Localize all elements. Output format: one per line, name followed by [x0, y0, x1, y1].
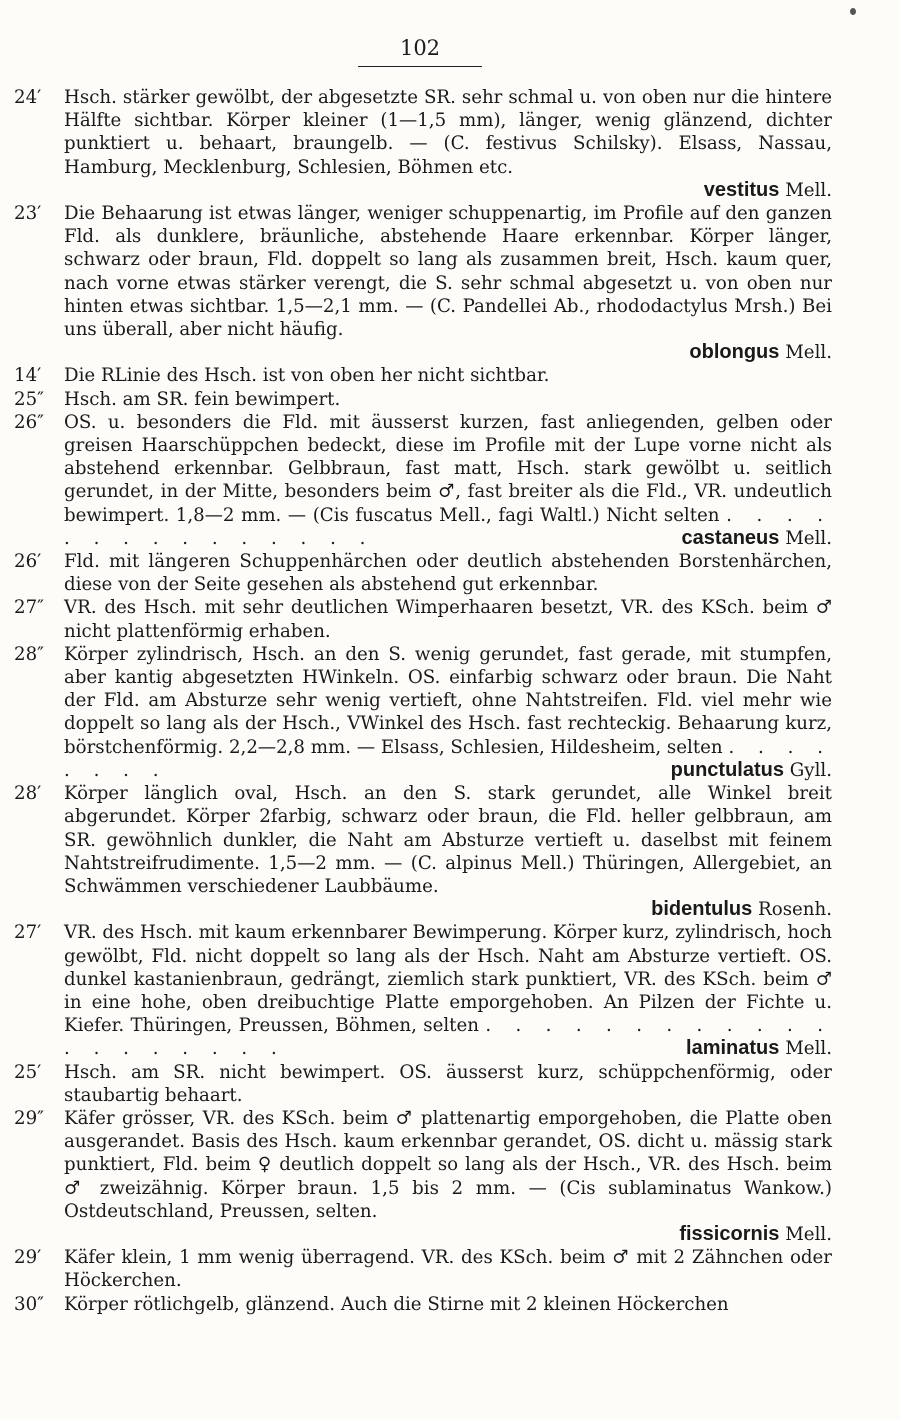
species-line — [64, 341, 832, 364]
entry-text: Hsch. am SR. nicht bewimpert. OS. äusserst kurz, schüppchenförmig, oder staubartig behaart. — [64, 1061, 832, 1106]
couplet-number: 23′ — [14, 203, 42, 225]
leader-dots: . . . . . . . . . . . . . . . — [64, 504, 832, 549]
couplet-number: 30″ — [14, 1293, 44, 1315]
leader-dots: . . . . . . . . . . . . . . . . . . . . — [64, 1015, 832, 1060]
key-entry — [14, 1061, 832, 1107]
entry-text: Die Behaarung ist etwas länger, weniger schuppenartig, im Profile auf den ganzen Fld. als dunklere, bräunliche, abstehende Haare erkennbar. Körper länger, schwarz oder braun, Fld. doppelt so lang als zusammen breit, Hsch. kaum quer, nach vorne etwas stärker verengt, die S. sehr schmal abgesetzt u. von oben nur hinten etwas sichtbar. 1,5—2,1 mm. — (C. Pandellei Ab., rhododactylus Mrsh.) Bei uns überall, aber nicht häufig. — [64, 203, 832, 341]
entry-text: Körper länglich oval, Hsch. an den S. stark gerundet, alle Winkel breit abgerundet. Körper 2farbig, schwarz oder braun, die Fld. heller gelbbraun, am SR. gewöhnlich dunkler, die Naht am Absturze vertieft u. daselbst mit feinem Nahtstreifrudimente. 1,5—2 mm. — (C. alpinus Mell.) Thüringen, Allergebiet, an Schwämmen verschiedener Laubbäume. — [64, 783, 832, 897]
species-name: fissicornis — [679, 1222, 780, 1245]
species-author: Mell. — [785, 1223, 832, 1245]
couplet-number: 25′ — [14, 1061, 42, 1083]
key-entry — [14, 921, 832, 1060]
entry-text: Hsch. am SR. fein bewimpert. — [64, 388, 341, 410]
page-number: 102 — [399, 36, 441, 60]
key-entry — [14, 86, 832, 202]
couplet-number: 24′ — [14, 87, 42, 108]
entry-text: VR. des Hsch. mit sehr deutlichen Wimperhaaren besetzt, VR. des KSch. beim ♂ nicht plattenförmig erhaben. — [64, 597, 832, 642]
page-number-rule — [358, 66, 482, 67]
species-author: Mell. — [785, 342, 832, 364]
couplet-number: 27″ — [14, 597, 44, 619]
species-author: Mell. — [785, 1038, 832, 1060]
key-entry — [14, 388, 832, 411]
species-author: Mell. — [785, 527, 832, 549]
leader-dots: . . . . . . . . — [64, 736, 832, 781]
entry-text: Körper rötlichgelb, glänzend. Auch die Stirne mit 2 kleinen Höckerchen — [64, 1293, 729, 1315]
couplet-number: 28′ — [14, 783, 42, 805]
couplet-number: 26″ — [14, 411, 44, 433]
entry-text: Körper zylindrisch, Hsch. an den S. wenig gerundet, fast gerade, mit stumpfen, aber kantig abgesetzten HWinkeln. OS. einfarbig schwarz oder braun. Die Naht der Fld. am Absturze sehr wenig vertieft, ohne Nahtstreifen. Fld. viel mehr wie doppelt so lang als der Hsch., VWinkel des Hsch. fast rechteckig. Behaarung kurz, börstchenförmig. 2,2—2,8 mm. — Elsass, Schlesien, Hildesheim, selten — [64, 643, 832, 758]
entry-text: Hsch. stärker gewölbt, der abgesetzte SR. sehr schmal u. von oben nur die hintere Hälfte sichtbar. Körper kleiner (1—1,5 mm), länger, wenig glänzend, dichter punktiert u. behaart, braungelb. — (C. festivus Schilsky). Elsass, Nassau, Hamburg, Mecklenburg, Schlesien, Böhmen etc. — [64, 87, 832, 178]
key-entry — [14, 202, 832, 364]
species-name: vestitus — [703, 178, 780, 201]
key-entry — [14, 1293, 832, 1316]
couplet-number: 26′ — [14, 551, 42, 573]
couplet-number: 28″ — [14, 643, 44, 665]
couplet-number: 25″ — [14, 388, 44, 410]
entry-text: Käfer grösser, VR. des KSch. beim ♂ plattenartig emporgehoben, die Platte oben ausgerandet. Basis des Hsch. kaum erkennbar gerandet, OS. dicht u. mässig stark punktiert, Fld. beim ♀ deutlich doppelt so lang als der Hsch., VR. des Hsch. beim ♂ zweizähnig. Körper braun. 1,5 bis 2 mm. — (Cis sublaminatus Wankow.) Ostdeutschland, Preussen, selten. — [64, 1107, 832, 1222]
key-entry — [14, 1246, 832, 1292]
key-entry — [14, 782, 832, 921]
species-author: Mell. — [785, 179, 832, 201]
entry-text: OS. u. besonders die Fld. mit äusserst kurzen, fast anliegenden, gelben oder greisen Haarschüppchen bedeckt, diese im Profile mit der Lupe vorne nicht als abstehend erkennbar. Gelbbraun, fast matt, Hsch. stark gewölbt u. seitlich gerundet, in der Mitte, besonders beim ♂, fast breiter als die Fld., VR. undeutlich bewimpert. 1,8—2 mm. — (Cis fuscatus Mell., fagi Waltl.) Nicht selten — [64, 411, 832, 526]
couplet-number: 14′ — [14, 365, 42, 387]
species-author: Gyll. — [789, 759, 832, 781]
key-entries — [14, 86, 832, 1316]
couplet-number: 29′ — [14, 1247, 42, 1269]
species-name: punctulatus — [670, 758, 784, 781]
species-author: Rosenh. — [758, 899, 832, 921]
species-line — [64, 1223, 832, 1246]
ink-speck — [850, 8, 856, 15]
species-line — [64, 898, 832, 921]
key-entry — [14, 550, 832, 596]
couplet-number: 27′ — [14, 922, 42, 944]
couplet-number: 29″ — [14, 1107, 44, 1129]
key-entry — [14, 596, 832, 642]
species-line — [682, 527, 832, 550]
key-entry — [14, 1107, 832, 1246]
species-line — [686, 1037, 832, 1060]
species-name: bidentulus — [651, 898, 753, 921]
key-entry — [14, 364, 832, 387]
entry-text: Die RLinie des Hsch. ist von oben her nicht sichtbar. — [64, 365, 550, 387]
species-line — [671, 759, 832, 782]
key-entry — [14, 643, 832, 782]
species-name: castaneus — [681, 526, 780, 549]
entry-text: Fld. mit längeren Schuppenhärchen oder deutlich abstehenden Borstenhärchen, diese von der Seite gesehen als abstehend gut erkennbar. — [64, 551, 832, 596]
species-line — [64, 179, 832, 202]
species-name: laminatus — [686, 1037, 780, 1060]
species-name: oblongus — [689, 341, 780, 364]
entry-text: VR. des Hsch. mit kaum erkennbarer Bewimperung. Körper kurz, zylindrisch, hoch gewölbt, Fld. nicht doppelt so lang als der Hsch. Naht am Absturze vertieft. OS. dunkel kastanienbraun, gedrängt, ziemlich stark punktiert, VR. des KSch. beim ♂ in eine hohe, oben dreibuchtige Platte emporgehoben. An Pilzen der Fichte u. Kiefer. Thüringen, Preussen, Böhmen, selten — [64, 922, 832, 1037]
key-entry — [14, 411, 832, 550]
entry-text: Käfer klein, 1 mm wenig überragend. VR. des KSch. beim ♂ mit 2 Zähnchen oder Höckerchen. — [64, 1247, 832, 1292]
